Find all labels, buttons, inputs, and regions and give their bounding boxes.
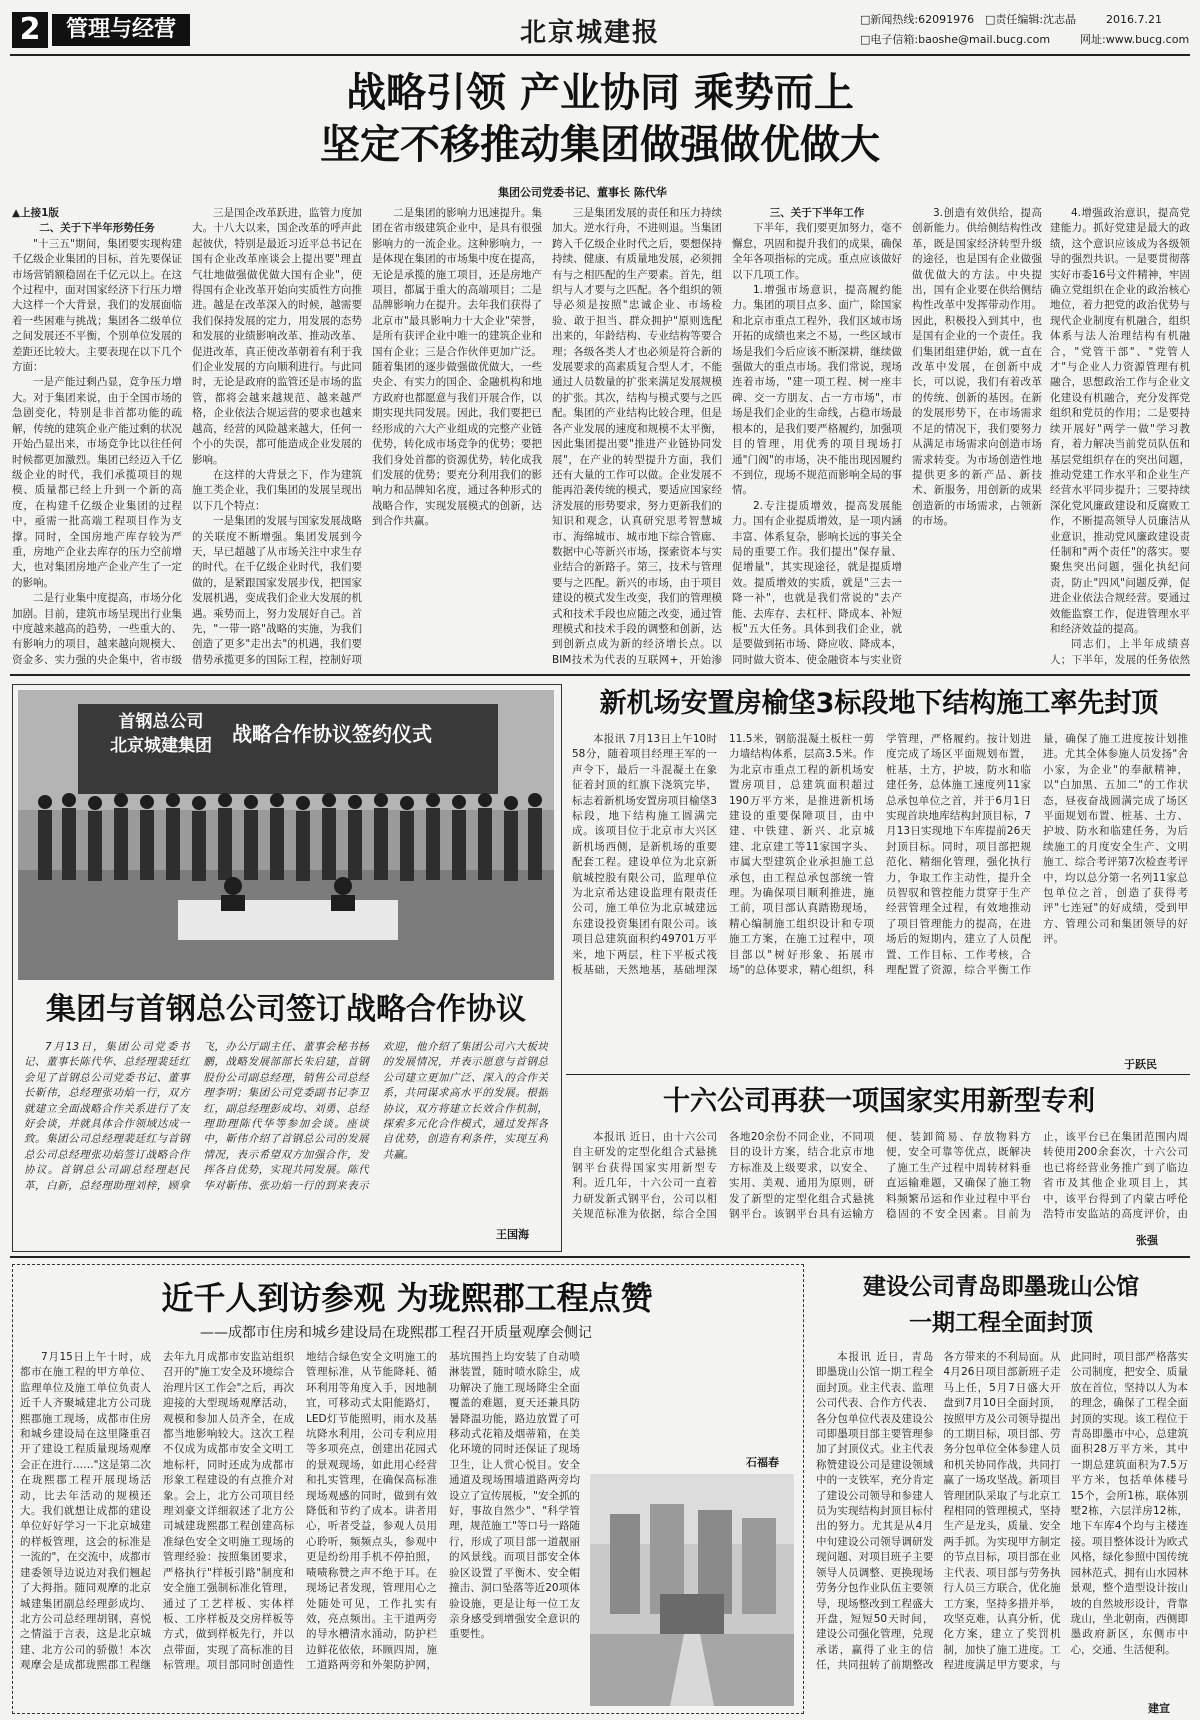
- qingdao-headline-2: 一期工程全面封顶: [909, 1310, 1093, 1336]
- patent-body: [572, 1130, 1188, 1230]
- lead-paragraph: 三是集团发展的责任和压力持续加大。逆水行舟，不进则退。当集团跨入千亿级企业时代之后，要想保持持续、健康、有质量地发展，必须拥有与之相匹配的生产要素。首先，组织与人才要与之匹配。各个组织的领导必须是按照"忠诚企业、市场检验、敢于担当、群众拥护"原则选配出来的，年龄结构、专业结构等要合理；各级各类人才也必须是符合新的发展要求的高素质复合型人才，不能通过人员数量的扩张来满足发展规模的扩张。其次，结构与模式要与之匹配。集团的产业结构比较合理，但是各产业发展的速度和规模不太平衡，因此集团提出要"推进产业链协同发展"，在产业的转型提升方面，我们还有大量的工作可以做。企业发展不能再沿袭传统的模式，要适应国家经济发展的形势要求，努力更新我们的知识和观念，认真研究思考智慧城市、海绵城市、城市地下综合管廊、数据中心等新兴市场，探索资本与实业结合的新路子。第三，技术与管理要与之匹配。新兴的市场，由于项目建设的模式发生改变，我们的管理模式和技术手段也应随之改变，通过管理模式和技术手段的调整和创新，达到创新点成为新的经济增长点。以BIM技术为代表的互联网+，开始渗: [552, 207, 722, 666]
- patent-headline: 十六公司再获一项国家实用新型专利: [663, 1086, 1095, 1117]
- issue-date: 2016.7.21: [1106, 13, 1162, 26]
- lead-column-7: [1050, 206, 1190, 666]
- lead-paragraph: 同志们，上半年成绩喜人；下半年，发展的任务依然: [1050, 638, 1190, 666]
- photo-banner-org-1: 首钢总公司: [118, 712, 204, 732]
- longxijun-subheadline: ——成都市住房和城乡建设局在珑熙郡工程召开质量观摩会侧记: [200, 1325, 592, 1341]
- masthead-rule: [10, 54, 1190, 56]
- website: 网址:www.bucg.com: [1080, 33, 1190, 46]
- continued-marker: ▲上接1版: [12, 207, 59, 219]
- lead-paragraph: 下半年，我们要更加努力，毫不懈怠，巩固和提升我们的成果，确保全年各项指标的完成。重点应该做好以下几项工作。: [732, 222, 902, 281]
- lead-paragraph: 2.专注提质增效，提高发展能力。国有企业提质增效，是一项内涵丰富、体系复杂，影响长远的事关全局的重要工作。我们提出"保存量、促增量"，其实现途径，就是提质增效。提质增效的实质，就是"三去一降一补"，也就是我们常说的"去产能、去库存、去杠杆、降成本、补短板"五大任务。具体到我们企业，就是要做到拓市场、降应收、降成本，同时做大资本、使金融资本与实业资: [732, 499, 902, 666]
- editor: □责任编辑:沈志晶: [985, 13, 1077, 26]
- lead-headline-2: 坚定不移推动集团做强做优做大: [320, 122, 880, 168]
- lead-subheading-1: 二、关于下半年形势任务: [39, 222, 155, 235]
- qingdao-author: 建宣: [1148, 1702, 1170, 1715]
- longxijun-body: [20, 1350, 580, 1700]
- page-number: 2: [12, 12, 48, 48]
- lead-paragraph: 4.增强政治意识，提高党建能力。抓好党建是最大的政绩，这个意识应该成为各级领导的强烈共识。一是要贯彻落实好市委16号文件精神，牢固确立党组织在企业的政治核心地位，着力把党的政治优势与现代企业制度有机融合，组织体系与法人治理结构有机融合，"党管干部"、"党管人才"与企业人力资源管理有机融合，思想政治工作与企业文化建设有机融合，充分发挥党组织和党员的作用；二是要持续开展好"两学一做"学习教育，着力解决当前党员队伍和基层党组织存在的突出问题，推动党建工作水平和企业生产经营水平同步提升；三要持续深化党风廉政建设和反腐败工作，不断提高领导人员廉洁从业意识，推动党风廉政建设责任制和"两个责任"的落实。要聚焦突出问题，强化执纪问责，防止"四风"问题反弹，促进企业依法合规经营。要通过效能监察工作，促进管理水平和经济效益的提高。: [1050, 207, 1190, 635]
- longxijun-author: 石福春: [746, 1456, 779, 1469]
- airport-paragraph: 本报讯 7月13日上午10时58分，随着项目经理王军的一声令下，最后一斗混凝土在象征着封顶的红旗下浇筑完毕，标志着新机场安置房项目榆垡3标段，地下结构施工圆满完成。该项目位于北京市大兴区新机场西侧，是新机场的重要配套工程。建设单位为北京新航城控股有限公司，监理单位为北京希达建设监理有限责任公司，施工单位为北京城建远东建设投资集团有限公司。该项目总建筑面积约49701万平米，地下两层，柱下平板式筏板基础，天然地基，基础埋深11.5米，钢筋混凝土板柱一剪力墙结构体系，层高3.5米。作为北京市重点工程的新机场安置房项目，总建筑面积超过190万平方米，是推进新机场建设的重要保障项目，由中建、中铁建、新兴、北京城建、北京建工等11家国字头、市属大型建筑企业承担施工总承包，由工程总承包部统一管理。为确保项目顺利推进，施工前，项目部认真踏勘现场，精心编制施工组织设计和专项施工方案，在施工过程中，项目部以"树好形象、拓展市场"的总体要求，精心组织，科学管理，严格履约。按计划进度完成了场区平面规划布置，桩基，土方，护坡，防水和临建任务，总体施工速度列11家总承包单位之首，并于6月1日实现首块地库结构封顶目标，7月13日实现地下车库提前26天封顶目标。同时，项目部把规范化、精细化管理，强化执行力，争取工作主动性，提升全员智驭和管控能力贯穿于生产经营管理全过程，有效地推动了项目管理能力的提高，在进场后的短期内，建立了人员配置、工作目标、工作考核，合理配置了资源，综合平衡工作量，确保了施工进度按计划推进。尤其全体参施人员发扬"舍小家，为企业"的奉献精神，以"白加黑、五加二"的工作状态，昼夜奋战圆满完成了场区平面规划布置、桩基、土方、护坡、防水和临建任务，为后续施工的月度安全生产、文明施工、综合考评第7次检查考评中，均以总分第一名列11家总包单位之首，创造了获得考评"七连冠"的好成绩，受到甲方、管理公司和集团领导的好评。: [572, 733, 1188, 977]
- section-rule-2: [10, 1256, 1190, 1258]
- longxijun-headline: 近千人到访参观 为珑熙郡工程点赞: [161, 1279, 653, 1317]
- lead-column-5: [732, 206, 902, 666]
- lead-paragraph: 二是行业集中度提高，市场分化加剧。目前，建筑市场呈现出行业集中度越来越高的趋势，一些重大的、有影响力的项目，越来越向规模大、资金多、实力强的央企集中，省市级: [12, 592, 182, 666]
- lead-byline: 集团公司党委书记、董事长 陈代华: [498, 186, 667, 199]
- qingdao-body: [816, 1350, 1188, 1700]
- photo-banner-org-2: 北京城建集团: [110, 736, 212, 756]
- construction-site-illustration: [590, 1474, 794, 1706]
- lead-paragraph: 一是产能过剩凸显，竞争压力增大。对于集团来说，由于全国市场的急剧变化，特别是非首都功能的疏解，传统的建筑企业产能过剩的状况开始凸显出来，市场竞争比以往任何时候都更加激烈。集团已经迈入千亿级企业的时代，我们承揽项目的规模、质量都已经上升到一个新的高度，在构建千亿级企业集团的过程中，亟需一批高端工程项目作为支撑。同时，全国房地产库存较为严重，房地产企业去库存的压力空前增大，也对集团房地产企业产生了一定的影响。: [12, 376, 182, 589]
- section-title: 管理与经营: [52, 14, 190, 46]
- patent-paragraph: 本报讯 近日，由十六公司自主研发的定型化组合式悬挑钢平台获得国家实用新型专利。近几年，十六公司一直着力研发新式钢平台，公司以相关规范标准为依据，综合全国各地20余份不同企业，不同项目的设计方案，结合北京市地方标准及上级要求，以安全、实用、美观、通用为原则，研发了新型的定型化组合式悬挑钢平台。该钢平台具有运输方便、装卸简易、存放物料方便，安全可靠等优点，既解决了施工生产过程中周转材料垂直运输难题，又确保了施工物料频繁吊运和作业过程中平台稳固的不安全因素。目前为止，该平台已在集团范围内周转使用200余套次，十六公司也已将经营业务推广到了临边省市及其他企业项目上，其中，该平台得到了内蒙古呼伦浩特市安监站的高度评价，由: [572, 1131, 1188, 1221]
- shougang-body: [24, 1040, 548, 1220]
- lead-paragraph: 二是集团的影响力迅速提升。集团在省市级建筑企业中，是具有很强影响力的一流企业。这种影响力，一是体现在集团的市场集中度在提高，无论是承揽的施工项目，还是房地产项目，都属于重大的高端项目；二是品牌影响力在提升。去年我们获得了北京市"最具影响力十大企业"荣誉，是所有获评企业中唯一的建筑企业和国有企业；三是合作伙伴更加广泛。随着集团的逐步做强做优做大，一些央企、有实力的国企、金融机构和地方政府也都愿意与我们开展合作，以期实现共同发展。因此，我们要把已经形成的六大产业组成的完整产业链优势，转化成市场竞争的优势；要把我们身处首都的资源优势，转化成我们发展的优势；要充分利用我们的影响力和品牌知名度，通过各种形式的战略合作，实现发展模式的创新，达到合作共赢。: [372, 207, 542, 528]
- patent-author: 张强: [1136, 1234, 1158, 1247]
- hotline: □新闻热线:62091976: [860, 13, 975, 26]
- qingdao-headline-1: 建设公司青岛即墨珑山公馆: [863, 1274, 1139, 1300]
- lead-paragraph: 在这样的大背景之下，作为建筑施工类企业，我们集团的发展呈现出以下几个特点：: [192, 468, 362, 512]
- lead-paragraph: 一是集团的发展与国家发展战略的关联度不断增强。集团发展到今天，早已超越了从市场关注中求生存的时代。在千亿级企业时代，我们要做的，是紧跟国家发展步伐，把国家发展机遇，变成我们企业大发展的机遇。乘势而上，努力发展好自己。首先，"一带一路"战略的实施，为我们创造了更多"走出去"的机遇，我们要借势承揽更多的国际工程，控制好项: [192, 515, 362, 666]
- newspaper-name: 北京城建报: [520, 18, 661, 48]
- longxijun-paragraph: 7月15日上午十时，成都市在施工程的甲方单位、监理单位及施工单位负责人近千人齐聚城建北方公司珑熙郡施工现场，成都市住房和城乡建设局在这里隆重召开了建设工程质量现场观摩会正在进行……"这是第二次在珑熙郡工程开展现场活动，比去年活动的规模还大。我们就想让成都的建设单位好好学习一下北京城建的样板管理，这会的标准是一流的"，在交流中，成都市建委领导边说边对我们翘起了大拇指。随同观摩的北京城建集团副总经理彭成均、北方公司总经理胡钢，喜悦之情溢于言表，这是北京城建、北方公司的骄傲！本次观摩会是成都珑熙郡工程继去年九月成都市安监站组织召开的"施工安全及环境综合治理片区工作会"之后，再次迎接的大型现场观摩活动，观模和参加人员齐全，在成都当地影响较大。这次工程不仅成为成都市安全文明工地标杆，同时还成为成都市形象工程建设的有点推介对象。会上，北方公司项目经理刘豪文详细叙述了北方公司城建珑熙郡工程创建高标准绿色安全文明施工现场的管理经验：按照集团要求，严格执行"样板引路"制度和安全施工强制标准化管理，通过了工艺样板、实体样板、工序样板及交房样板等方式，做到样板先行，并以点带面，实现了高标准的目标管理。项目部同时创造性地结合绿色安全文明施工的管理标准，从节能降耗、循环利用等角度入手，因地制宜，可移动式太阳能路灯，LED灯节能照明，雨水及基坑降水利用，公司专利应用等多项亮点，创建出花园式的景观现场，如此用心经营和扎实管理，在确保高标准现场观感的同时，做到有效降低和节约了成本。讲者用心，听者受益，参观人员用心聆听，频频点头，参观中更是纷纷用手机不停拍照，啧啧称赞之声不绝于耳。在现场记者发现，管理用心之处随处可见，工作扎实有效，亮点频出。主干道两旁的导水槽清水涌动，防护栏边鲜花依依，环顾四周，施工道路两旁和外架防护网，基坑围挡上均安装了自动喷淋装置，随时喷水除尘，成功解决了施工现场降尘全面覆盖的难题，夏天还兼具防暑降温功能，路边放置了可移动式花箱及烟蒂箱，在美化环境的同时还保证了现场卫生，让人赏心悦目。安全通道及现场围墙道路两旁均设立了宣传展板，"安全抓的好，事故自然少"、"科学管理，规范施工"等口号一路随行，形成了项目部一道靓丽的风景线。而项目部安全体验区设置了平衡木、安全帽撞击、洞口坠落等近20项体验设施，更是让每一位工友亲身感受到增强安全意识的重要性。: [20, 1351, 580, 1672]
- shougang-headline: 集团与首钢总公司签订战略合作协议: [46, 992, 526, 1027]
- lead-column-3: [372, 206, 542, 666]
- airport-body: [572, 732, 1188, 1052]
- lead-column-4: [552, 206, 722, 666]
- construction-site-photo: [590, 1474, 794, 1706]
- lead-column-1: [12, 206, 182, 666]
- story-rule: [566, 1074, 1190, 1075]
- lead-paragraph: 3.创造有效供给，提高创新能力。供给侧结构性改革，既是国家经济转型升级的途径，也是国有企业做强做优做大的方法。中央提出，国有企业要在供给侧结构性改革中发挥带动作用。因此，积极投入到其中，也是国有企业的一个责任。我们集团组建伊始，就一直在改革中发展，在创新中成长，可以说，我们有着改革的传统、创新的基因。在新的发展形势下，在市场需求不足的情况下，我们要努力从满足市场需求向创造市场需求转变。为市场创造性地提供更多的新产品、新技术、新服务，用创新的成果创造新的市场需求，占领新的市场。: [912, 207, 1042, 528]
- lead-headline-1: 战略引领 产业协同 乘势而上: [346, 70, 854, 116]
- airport-headline: 新机场安置房榆垡3标段地下结构施工率先封顶: [599, 688, 1159, 719]
- airport-author: 于跃民: [1124, 1058, 1157, 1071]
- photo-banner-title: 战略合作协议签约仪式: [232, 722, 432, 746]
- lead-column-2: [192, 206, 362, 666]
- qingdao-paragraph: 本报讯 近日，青岛即墨珑山公馆一期工程全面封顶。业主代表、监理公司代表、合作方代表、各分包单位代表及建设公司即墨项目部主要管理参加了封顶仪式。业主代表称赞建设公司是建设领域中的一支铁军，充分肯定了建设公司领导和参建人员为实现结构封顶目标付出的努力。尤其是从4月中旬建设公司领导调研发现问题、对项目班子主要领导人员调整、更换现场劳务分包作业队伍主要领导，现场整改到工程盛大开盘，短短50天时间，建设公司强化管理，兑现承诺，赢得了业主的信任，共同扭转了前期整改各方带来的不利局面。从4月26日项目部新班子走马上任，5月7日盛大开盘到7月10日全面封顶，按照甲方及公司领导提出的工期目标，项目部、劳务分包单位全体参建人员和机关协同作战，共同打赢了一场攻坚战。新项目管理团队采取了与北京工程相同的管理模式，坚持生产是龙头，质量、安全两手抓。为实现甲方制定的节点目标，项目部在业主代表、项目部与劳务执行人员三方联合，优化施工方案，坚持多措并举，攻坚克难，认真分析，优化方案，建立了奖罚机制，加快了施工进度。工程进度满足甲方要求，与此同时，项目部严格落实公司制度，把安全、质量放在首位，坚持以人为本的理念，确保了工程全面封顶的实现。该工程位于青岛即墨市中心，总建筑面积28万平方米，其中一期总建筑面积为7.5万平方米，包括单体楼号15个，会所1栋，联体别墅2栋，六层洋房12栋，地下车库4个均与主楼连接。项目整体设计为欧式风格，绿化参照中国传统园林范式，拥有山水园林景观，整个造型设计按山坡的自然坡形设计，背靠珑山，坐北朝南，西侧即墨政府新区，东侧市中心，交通、生活便利。: [816, 1351, 1188, 1672]
- lead-column-6: [912, 206, 1042, 666]
- email: □电子信箱:baoshe@mail.bucg.com: [860, 33, 1051, 46]
- lead-paragraph: "十三五"期间，集团要实现构建千亿级企业集团的目标，首先要保证市场营销额稳固在千亿元以上。在这个过程中，面对国家经济下行压力增大这样一个大背景，我们的发展面临着一些困难与挑战；集团各二级单位之间发展还不平衡，个别单位发展的差距还比较大。主要表现在以下几个方面：: [12, 237, 182, 374]
- lead-paragraph: 1.增强市场意识，提高履约能力。集团的项目点多、面广，除国家和北京市重点工程外，我们区域市场开拓的成绩也来之不易，一些区域市场是我们今后应该不断深耕，继续做强做大的重点市场。我们常说，现场连着市场，"建一项工程、树一座丰碑、交一方朋友、占一方市场"，市场是我们企业的生命线，占稳市场最根本的，是我们要严格履约，加强项目的管理，用优秀的项目现场打通"门阀"的市场，决不能出现因履约不到位，现场不规范而影响全局的事情。: [732, 284, 902, 497]
- shougang-author: 王国海: [496, 1228, 529, 1241]
- shougang-paragraph: 7月13日，集团公司党委书记、董事长陈代华、总经理裴廷红会见了首钢总公司党委书记、董事长靳伟，总经理张功焰一行，双方就建立全面战略合作关系进行了友好会谈，并就具体合作领域达成一致。集团公司总经理裴廷红与首钢总公司总经理张功焰签订战略合作协议。首钢总公司副总经理赵民革，白新，总经理助理刘梓，顾拿飞，办公厅副主任、董事会秘书杨鹏，战略发展部部长朱启建，首钢股份公司副总经理，销售公司总经理李明；集团公司党委副书记李卫红，副总经理彭成均、刘勇、总经理助理陈代华等参加会谈。座谈中，靳伟介绍了首钢总公司的发展情况，表示希望双方加强合作，发挥各自优势，实现共同发展。陈代华对靳伟、张功焰一行的到来表示欢迎，他介绍了集团公司六大板块的发展情况，并表示愿意与首钢总公司建立更加广泛、深入的合作关系，共同谋求高水平的发展。根据协议，双方将建立长效合作机制，探索多元化合作模式，通过发挥各自优势，创造有利条件，实现互利共赢。: [24, 1041, 548, 1192]
- lead-subheading-2: 三、关于下半年工作: [769, 207, 865, 219]
- section-rule: [10, 674, 1190, 676]
- lead-paragraph: 三是国企改革跃进，监管力度加大。十八大以来，国企改革的呼声此起彼伏，特别是最近习近平总书记在国有企业改革座谈会上提出要"理直气壮地做强做优做大国有企业"，使得国有企业改革开始向实质性方向推进。越是在改革深入的时候，越需要我们保持发展的定力，用发展的态势和发展的业绩影响改革、推动改革、促进改革，真正使改革朝着有利于我们企业发展的方向顺利进行。与此同时，无论是政府的监管还是市场的监管，都将会越来越规范、越来越严格，企业依法合规运营的要求也越来越高，经营的风险越来越大，任何一个小的失误，都可能造成企业发展的影响。: [192, 207, 362, 466]
